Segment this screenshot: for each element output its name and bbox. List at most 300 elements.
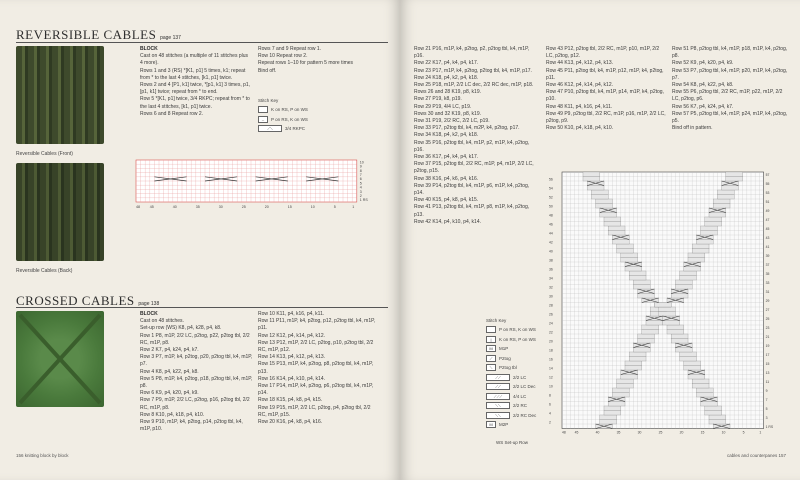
instruction-line: Row 42 K14, p4, k10, p4, k14. <box>414 218 481 225</box>
chart-row-number-right: 43 <box>765 235 770 240</box>
swatch-photo-crossed <box>16 311 104 407</box>
section-rule <box>16 307 388 308</box>
chart-row-number-right: 27 <box>765 307 770 312</box>
key-label: 2/2 RC <box>513 403 528 408</box>
instruction-line: Row 11 P11, m1P, k4, p2tog, p12, p2tog tbl, k4, m1P, p11. <box>258 318 376 332</box>
instruction-line: Rows 30 and 32 K19, p8, k19. <box>414 110 481 117</box>
key-label: 4/4 LC <box>513 393 527 399</box>
knit-band-cell <box>701 402 718 407</box>
stitch-key-title: Stitch Key <box>486 318 507 323</box>
instructions-col1 <box>414 46 536 226</box>
stitch-key-title: Stitch Key <box>258 98 279 103</box>
chart-row-number-right: 15 <box>765 361 770 366</box>
cable-symbol: ⟋⟍ <box>258 125 282 132</box>
block-label: BLOCK <box>140 46 158 52</box>
section-rule <box>16 42 388 43</box>
knit-band-cell <box>625 267 642 272</box>
knit-band-cell <box>629 357 646 362</box>
instruction-line: Row 10 K11, p4, k16, p4, k11. <box>258 311 325 317</box>
instruction-line: Rows 26 and 28 K19, p8, k19. <box>414 89 481 96</box>
instruction-line: Row 18 K15, p4, k8, p4, k15. <box>258 397 323 404</box>
chart-row-number-left: 48 <box>549 213 553 218</box>
chart-row-number-left: 8 <box>549 393 551 398</box>
instruction-line: Row 55 P6, p2tog tbl, 2/2 RC, m1P, p22, m1P, 2/2 LC, p2tog, p6. <box>672 89 783 103</box>
knit-band-cell <box>629 352 646 357</box>
key-row <box>486 402 536 409</box>
chart-row-number-right: 11 <box>765 379 770 384</box>
key-row <box>486 326 536 333</box>
chart-row-number: 8 <box>359 168 362 173</box>
knit-band-cell <box>600 213 617 218</box>
instruction-line: Row 47 P10, p2tog tbl, k4, m1P, p14, m1P, k4, p2tog, p10. <box>546 89 664 103</box>
chart-row-number-right: 37 <box>765 262 770 267</box>
chart-row-number-left: 52 <box>549 195 553 200</box>
m1p-symbol: M <box>486 345 496 352</box>
knit-band-cell <box>701 231 718 236</box>
key-row <box>486 364 536 371</box>
instruction-line: Row 7 P9, m1P, 2/2 LC, p2tog, p16, p2tog tbl, 2/2 RC, m1P, p8. <box>140 397 250 411</box>
instruction-line: Rows 1 and 3 (RS) *[K1, p1] 5 times, k1; repeat from * to the last 4 stitches, [k1, p1] twice. <box>140 67 246 81</box>
instruction-line: Rows 2 and 4 [P1, k1] twice, *[p1, k1] 3 times, p1, [p1, k1] twice; repeat from * to end. <box>140 82 251 96</box>
key-row <box>258 106 308 113</box>
chart-row-number-left: 50 <box>549 204 553 209</box>
instruction-line: Row 20 K16, p4, k8, p4, k16. <box>258 419 323 426</box>
knit-band-cell <box>621 375 638 380</box>
knit-band-cell <box>625 361 642 366</box>
knit-band-cell <box>659 312 676 317</box>
chart-row-number-right: 3 <box>765 415 768 420</box>
instruction-line: Row 53 P7, p2tog tbl, k4, m1P, p20, m1P, k4, p2tog, p7. <box>672 67 788 81</box>
knit-band-cell <box>696 393 713 398</box>
instruction-line: Row 8 K10, p4, k18, p4, k10. <box>140 411 205 418</box>
instruction-line: Row 21 P16, m1P, k4, p2tog, p2, p2tog tbl, k4, m1P, p16. <box>414 46 530 60</box>
knit-band-cell <box>726 172 743 177</box>
instructions-col1 <box>140 311 254 433</box>
chart-row-number-left: 26 <box>549 312 553 317</box>
chart-row-number-left: 14 <box>549 366 553 371</box>
chart-row-number-left: 36 <box>549 267 553 272</box>
knit-band-cell <box>709 420 726 425</box>
knit-band-cell <box>608 231 625 236</box>
chart-row-number-right: 25 <box>765 316 770 321</box>
instruction-line: Row 1 P8, m1P, 2/2 LC, p2tog, p22, p2tog tbl, 2/2 RC, m1P, p8. <box>140 332 250 346</box>
knit-band-cell <box>696 388 713 393</box>
chart-row-number: 9 <box>359 164 362 169</box>
knit-band-cell <box>688 375 705 380</box>
knit-band-cell <box>633 285 650 290</box>
chart-row-number-right: 47 <box>765 217 770 222</box>
knit-band-cell <box>612 388 629 393</box>
instruction-line: Row 5 *[K1, p1] twice, 3/4 RKPC; repeat from * to the last 4 stitches, [k1, p1] twice. <box>140 96 250 110</box>
instructions-col2 <box>546 46 666 132</box>
chart-col-number: 5 <box>742 430 745 435</box>
knit-band-cell <box>667 325 684 330</box>
chart-row-number-left: 40 <box>549 249 553 254</box>
knit-band-cell <box>629 271 646 276</box>
key-row <box>486 336 536 343</box>
stitch-key-2 <box>486 318 536 431</box>
chart-row-number-right: 7 <box>765 397 768 402</box>
chart-row-number-right: 53 <box>765 190 770 195</box>
chart-row-number-left: 18 <box>549 348 553 353</box>
chart-row-number-left: 16 <box>549 357 553 362</box>
chart-row-number-left: 6 <box>549 402 551 407</box>
chart-col-number: 40 <box>595 430 600 435</box>
knit-symbol: | <box>486 336 496 343</box>
instructions-col2 <box>258 311 380 426</box>
key-row <box>486 412 536 419</box>
knit-band-cell <box>705 411 722 416</box>
knit-band-cell <box>604 411 621 416</box>
chart-row-number-right: 55 <box>765 181 770 186</box>
caption-front: Reversible Cables (Front) <box>16 151 73 157</box>
instruction-line: Row 54 K8, p4, k22, p4, k8. <box>672 82 734 89</box>
key-label: P on RS, K on WS <box>499 327 536 332</box>
knit-band-cell <box>726 177 743 182</box>
knit-band-cell <box>705 222 722 227</box>
block-label: BLOCK <box>140 311 158 317</box>
instructions-col3 <box>672 46 788 132</box>
chart-row-number-left: 2 <box>549 420 551 425</box>
chart-row-number-left: 20 <box>549 339 553 344</box>
chart-row-number-left: 30 <box>549 294 553 299</box>
chart-row-number-left: 42 <box>549 240 553 245</box>
knit-band-cell <box>604 406 621 411</box>
knit-band-cell <box>675 280 692 285</box>
page-footer-right: cables and counterpanes 157 <box>726 453 786 458</box>
knit-band-cell <box>688 258 705 263</box>
knit-band-cell <box>713 199 730 204</box>
chart-col-number: 35 <box>195 205 200 209</box>
key-label: K on RS, P on WS <box>499 336 536 342</box>
key-row <box>486 345 536 352</box>
cable-symbol: ⟋⟋ <box>486 383 510 390</box>
chart-col-number: 48 <box>136 205 140 209</box>
chart-row-number-right: 49 <box>765 208 770 213</box>
chart-col-number: 35 <box>616 430 621 435</box>
chart-row-number-left: 34 <box>549 276 553 281</box>
knit-band-cell <box>638 334 655 339</box>
instruction-line: Rows 7 and 9 Repeat row 1. <box>258 46 322 52</box>
instruction-line: Row 14 K13, p4, k12, p4, k13. <box>258 354 325 361</box>
knit-band-cell <box>600 420 617 425</box>
section-title-text: REVERSIBLE CABLES <box>16 27 157 42</box>
key-label: 2/2 LC <box>513 374 527 380</box>
knit-band-cell <box>608 226 625 231</box>
key-label: M2P <box>499 422 509 427</box>
instruction-line: Row 35 P16, p2tog tbl, k4, m1P, p2, m1P, k4, p2tog, p16. <box>414 139 530 153</box>
knit-band-cell <box>596 204 613 209</box>
chart-row-number: 5 <box>359 181 362 186</box>
knit-band-cell <box>675 285 692 290</box>
chart-row-number-right: 5 <box>765 406 768 411</box>
key-label: P on RS, K on WS <box>271 116 308 122</box>
knit-band-cell <box>646 321 663 326</box>
knit-band-cell <box>654 303 671 308</box>
knit-band-cell <box>621 258 638 263</box>
chart-row-number-left: 22 <box>549 330 553 335</box>
chart-row-number-left: 28 <box>549 303 553 308</box>
key-label: M1P <box>499 346 509 351</box>
cable-symbol: ⟍⟍ <box>486 402 510 409</box>
knit-band-cell <box>617 379 634 384</box>
knit-band-cell <box>692 249 709 254</box>
swatch-photo-back <box>16 163 104 261</box>
knit-band-cell <box>696 240 713 245</box>
knit-band-cell <box>600 415 617 420</box>
knit-band-cell <box>671 339 688 344</box>
chart-row-number: 7 <box>359 172 362 177</box>
knit-band-cell <box>617 384 634 389</box>
knit-band-cell <box>680 357 697 362</box>
knit-band-cell <box>638 294 655 299</box>
knit-band-cell <box>705 406 722 411</box>
chart-row-number: 3 <box>359 189 362 194</box>
knit-band-cell <box>684 366 701 371</box>
knit-band-cell <box>684 361 701 366</box>
knit-band-cell <box>617 249 634 254</box>
knit-band-cell <box>587 186 604 191</box>
knit-band-cell <box>642 330 659 335</box>
instruction-line: Bind off. <box>258 67 277 74</box>
knit-band-cell <box>583 172 600 177</box>
key-label: K on RS, P on WS <box>271 107 308 112</box>
chart-col-number: 30 <box>218 205 223 209</box>
knit-band-cell <box>659 307 676 312</box>
instruction-line: Row 52 K9, p4, k20, p4, k9. <box>672 60 734 67</box>
knit-band-cell <box>663 321 680 326</box>
knit-band-cell <box>701 226 718 231</box>
instruction-line: Row 4 K8, p4, k22, p4, k8. <box>140 368 199 375</box>
crossed-cables-chart <box>548 170 788 454</box>
knit-band-cell <box>680 352 697 357</box>
instruction-line: Row 24 K18, p4, k2, p4, k18. <box>414 74 479 81</box>
section-title-text: CROSSED CABLES <box>16 293 135 308</box>
instruction-line: Row 43 P12, p2tog tbl, 2/2 RC, m1P, p10, m1P, 2/2 LC, p2tog, p12. <box>546 46 660 60</box>
instruction-line: Row 56 K7, p4, k24, p4, k7. <box>672 103 734 110</box>
chart-row-number: 2 <box>359 193 362 198</box>
reversible-cables-chart <box>126 158 388 220</box>
knit-band-cell <box>608 402 625 407</box>
instructions-col2 <box>258 46 378 75</box>
knit-band-cell <box>604 217 621 222</box>
chart-row-number-right: 13 <box>765 370 770 375</box>
key-row <box>258 125 308 132</box>
chart-row-number: 6 <box>359 177 362 182</box>
chart-col-number: 25 <box>241 205 246 209</box>
chart-col-number: 45 <box>149 205 154 209</box>
knit-band-cell <box>612 240 629 245</box>
chart-row-number-right: 57 <box>765 172 770 177</box>
cable-symbol: ⟋⟋ <box>486 374 510 381</box>
knit-band-cell <box>629 276 646 281</box>
instruction-line: Row 25 P18, m1P, 2/2 LC dec, 2/2 RC dec, m1P, p18. <box>414 82 534 89</box>
instruction-line: Row 29 P19, 4/4 LC, p19. <box>414 103 472 110</box>
knit-band-cell <box>709 213 726 218</box>
knit-band-cell <box>671 294 688 299</box>
chart-row-number-left: 38 <box>549 258 553 263</box>
m2p-symbol: M <box>486 421 496 428</box>
chart-row-number-right: 35 <box>765 271 770 276</box>
instruction-line: Row 41 P13, p2tog tbl, k4, m1P, p8, m1P, k4, p2tog, p13. <box>414 204 530 218</box>
knit-band-cell <box>591 195 608 200</box>
chart-row-number-right: 19 <box>765 343 770 348</box>
key-row <box>258 116 308 123</box>
cable-symbol: ⟋⟋⟋ <box>486 393 510 400</box>
instruction-line: Row 37 P15, p2tog tbl, 2/2 RC, m1P, p4, m1P, 2/2 LC, p2tog, p15. <box>414 161 534 175</box>
instruction-line: Row 39 P14, p2tog tbl, k4, m1P, p6, m1P, k4, p2tog, p14. <box>414 182 530 197</box>
instruction-line: Row 16 K14, p4, k10, p4, k14. <box>258 375 325 382</box>
key-label: P2tog tbl <box>499 365 517 370</box>
instruction-line: Row 27 P19, k8, p19. <box>414 96 462 103</box>
chart-col-number: 20 <box>264 205 269 209</box>
instruction-line: Row 44 K13, p4, k12, p4, k13. <box>546 60 613 67</box>
knit-band-cell <box>713 204 730 209</box>
chart-row-number-left: 32 <box>549 285 553 290</box>
knit-band-cell <box>680 276 697 281</box>
chart-row-number-right: 9 <box>765 388 768 393</box>
chart-row-number-left: 46 <box>549 222 553 227</box>
instruction-line: Row 34 K18, p4, k2, p4, k18. <box>414 132 479 139</box>
page-footer-left: 156 knitting block by block <box>16 453 69 458</box>
chart-row-number: 10 <box>359 160 364 165</box>
instruction-line: Row 48 K11, p4, k16, p4, k11. <box>546 103 613 110</box>
setup-row-label: WS Set-up Row <box>496 440 529 445</box>
key-row <box>486 355 536 362</box>
chart-row-number: 4 <box>359 185 362 190</box>
knit-band-cell <box>705 217 722 222</box>
knit-band-cell <box>675 348 692 353</box>
knit-band-cell <box>591 190 608 195</box>
chart-row-number-right: 23 <box>765 325 770 330</box>
knit-band-cell <box>583 177 600 182</box>
instruction-line: Row 31 P19, 2/2 RC, 2/2 LC, p19. <box>414 118 490 125</box>
knit-band-cell <box>667 330 684 335</box>
knit-band-cell <box>717 195 734 200</box>
chart-row-number-right: 31 <box>765 289 770 294</box>
chart-row-number-left: 12 <box>549 375 553 380</box>
key-label: 2/2 RC Dec <box>513 412 537 418</box>
instruction-line: Row 22 K17, p4, k4, p4, k17. <box>414 60 479 67</box>
p2tog-symbol: ⟋ <box>486 355 496 362</box>
instruction-line: Cast on 48 stitches. <box>140 318 184 325</box>
chart-row-number-left: 4 <box>549 411 551 416</box>
knit-band-cell <box>688 253 705 258</box>
instruction-line: Row 13 P12, m1P, 2/2 LC, p2tog, p10, p2tog tbl, 2/2 RC, m1P, p12. <box>258 339 374 354</box>
knit-band-cell <box>612 393 629 398</box>
instruction-line: Rows 6 and 8 Repeat row 2. <box>140 110 204 117</box>
chart-col-number: 25 <box>658 430 663 435</box>
key-row <box>486 383 536 390</box>
instruction-line: Row 9 P10, m1P, k4, p2tog, p14, p2tog tbl, k4, m1P, p10. <box>140 419 243 433</box>
page-ref: page 138 <box>138 301 160 307</box>
knit-band-cell <box>692 384 709 389</box>
chart-row-number-left: 44 <box>549 231 553 236</box>
chart-col-number: 1 <box>759 430 762 435</box>
knit-band-cell <box>717 190 734 195</box>
swatch-photo-front <box>16 46 104 144</box>
instruction-line: Row 33 P17, p2tog tbl, k4, m2P, k4, p2tog, p17. <box>414 125 520 132</box>
chart-col-number: 15 <box>287 205 292 209</box>
instruction-line: Row 45 P11, p2tog tbl, k4, m1P, p12, m1P, k4, p2tog, p11. <box>546 67 664 81</box>
chart-row-number-left: 56 <box>549 177 553 182</box>
purl-symbol <box>486 326 496 333</box>
caption-back: Reversible Cables (Back) <box>16 268 73 274</box>
chart-col-number: 48 <box>562 430 566 435</box>
key-label: P2tog <box>499 355 511 361</box>
knit-band-cell <box>709 415 726 420</box>
instruction-line: Row 50 K10, p4, k18, p4, k10. <box>546 125 613 132</box>
instruction-line: Row 40 K15, p4, k8, p4, k15. <box>414 197 479 204</box>
instruction-line: Row 57 P5, p2tog tbl, k4, m1P, p24, m1P, k4, p2tog, p5. <box>672 110 788 125</box>
chart-col-number: 5 <box>333 205 336 209</box>
page-ref: page 137 <box>160 35 181 41</box>
instruction-line: Row 23 P17, m1P, k4, p2tog, p2tog tbl, k4, m1P, p17. <box>414 67 532 74</box>
purl-symbol: – <box>258 116 268 123</box>
knit-band-cell <box>596 199 613 204</box>
knit-symbol <box>258 106 268 113</box>
instruction-line: Row 6 K9, p4, k20, p4, k9. <box>140 390 199 397</box>
instruction-line: Bind off in pattern. <box>672 125 713 132</box>
knit-band-cell <box>642 325 659 330</box>
instruction-line: Set-up row (WS) K8, p4, k28, p4, k8. <box>140 325 222 332</box>
key-row <box>486 421 536 428</box>
chart-col-number: 20 <box>679 430 684 435</box>
knit-band-cell <box>671 334 688 339</box>
chart-col-number: 10 <box>310 205 315 209</box>
knit-band-cell <box>692 244 709 249</box>
cable-symbol: ⟍⟍ <box>486 412 510 419</box>
chart-col-number: 1 <box>352 205 355 209</box>
section-title-reversible-cables <box>16 27 181 43</box>
instruction-line: Row 46 K12, p4, k14, p4, k12. <box>546 82 613 89</box>
knit-band-cell <box>621 253 638 258</box>
chart-row-number-left: 54 <box>549 186 553 191</box>
chart-row-number-right: 29 <box>765 298 770 303</box>
chart-col-number: 40 <box>172 205 177 209</box>
instructions-col1 <box>140 46 252 118</box>
chart-row-number-right: 45 <box>765 226 770 231</box>
chart-row-number-right: 39 <box>765 253 770 258</box>
chart-row-number-left: 24 <box>549 321 553 326</box>
instruction-line: Row 36 K17, p4, k4, p4, k17. <box>414 154 479 161</box>
instruction-line: Row 3 P7, m1P, k4, p2tog, p20, p2tog tbl, k4, m1P, p7. <box>140 354 253 368</box>
chart-row-number-right: 17 <box>765 352 770 357</box>
chart-col-number: 15 <box>700 430 705 435</box>
key-label: 2/2 LC Dec <box>513 384 536 389</box>
instruction-line: Row 19 P15, m1P, 2/2 LC, p2tog, p4, p2tog tbl, 2/2 RC, m1P, p15. <box>258 404 371 418</box>
key-label: 3/4 RKPC <box>285 126 306 131</box>
instruction-line: Repeat rows 1–10 for pattern 5 more times <box>258 60 354 67</box>
knit-band-cell <box>633 280 650 285</box>
chart-row-number-right: 51 <box>765 199 770 204</box>
knit-band-cell <box>617 244 634 249</box>
instruction-line: Row 38 K16, p4, k6, p4, k16. <box>414 175 479 182</box>
cross-pattern-icon <box>16 311 104 407</box>
chart-col-number: 10 <box>721 430 726 435</box>
chart-row-number-left: 10 <box>549 384 553 389</box>
instruction-line: Row 15 P13, m1P, k4, p2tog, p8, p2tog tbl, k4, m1P, p13. <box>258 361 374 375</box>
instruction-line: Row 12 K12, p4, k14, p4, k12. <box>258 332 325 339</box>
stitch-key-1 <box>258 98 308 135</box>
knit-band-cell <box>625 366 642 371</box>
chart-row-number-right: 21 <box>765 334 770 339</box>
knit-band-cell <box>684 267 701 272</box>
chart-col-number: 30 <box>637 430 642 435</box>
right-page <box>400 0 800 480</box>
instruction-line: Row 17 P14, m1P, k4, p2tog, p6, p2tog tbl, k4, m1P, p14. <box>258 383 374 397</box>
key-row <box>486 374 536 381</box>
